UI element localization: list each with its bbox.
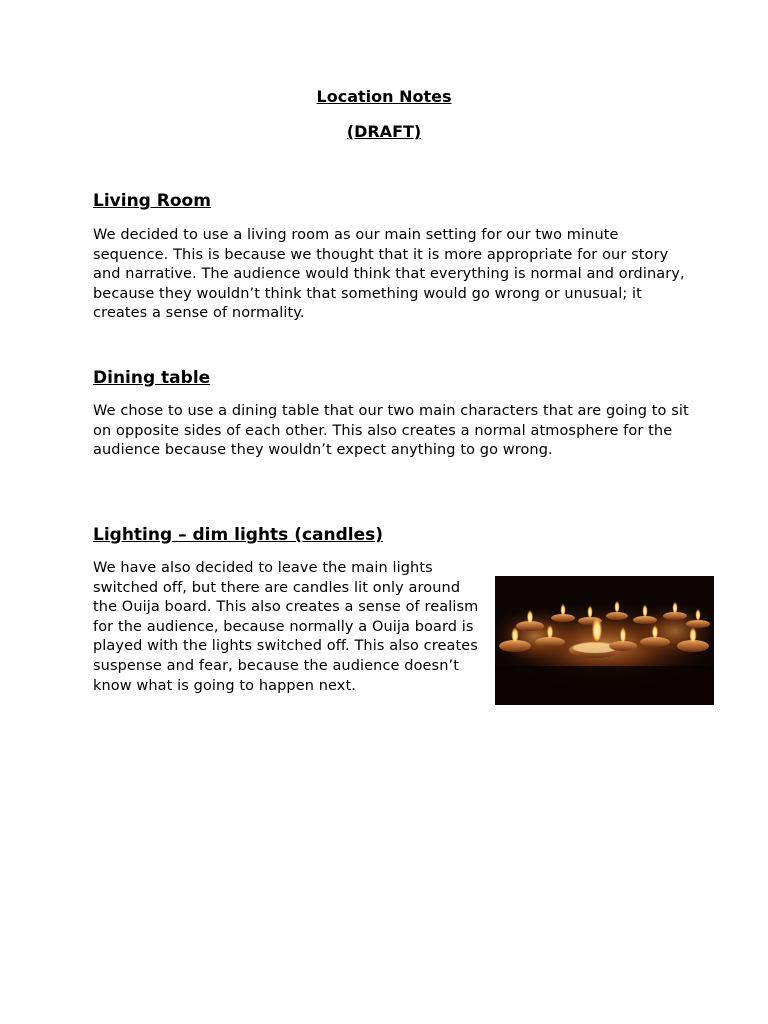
section-heading-lighting: Lighting – dim lights (candles) <box>93 525 384 545</box>
section-body-living-room: We decided to use a living room as our main setting for our two minute sequence. This is because we thought that it is more appropriate for our story and narrative. The audience would think that everything is normal and ordinary, because they wouldn’t think that something would go wrong or unusual; it creates a sense of normality. <box>93 227 685 322</box>
section-body-dining-table: We chose to use a dining table that our two main characters that are going to sit on opposite sides of each other. This also creates a normal atmosphere for the audience because they wouldn’t expect anything to go wrong. <box>93 403 689 459</box>
candles-photo <box>495 576 714 705</box>
section-heading-living-room: Living Room <box>93 191 211 211</box>
document-subtitle-draft: (DRAFT) <box>346 122 422 141</box>
section-heading-dining-table: Dining table <box>93 368 211 388</box>
document-title: Location Notes <box>316 87 452 106</box>
section-body-lighting: We have also decided to leave the main lights switched off, but there are candles lit only around the Ouija board. This also creates a sense of realism for the audience, because normally a Ouija board is played with the lights switched off. This also creates suspense and fear, because the audience doesn’t know what is going to happen next. <box>93 560 479 694</box>
